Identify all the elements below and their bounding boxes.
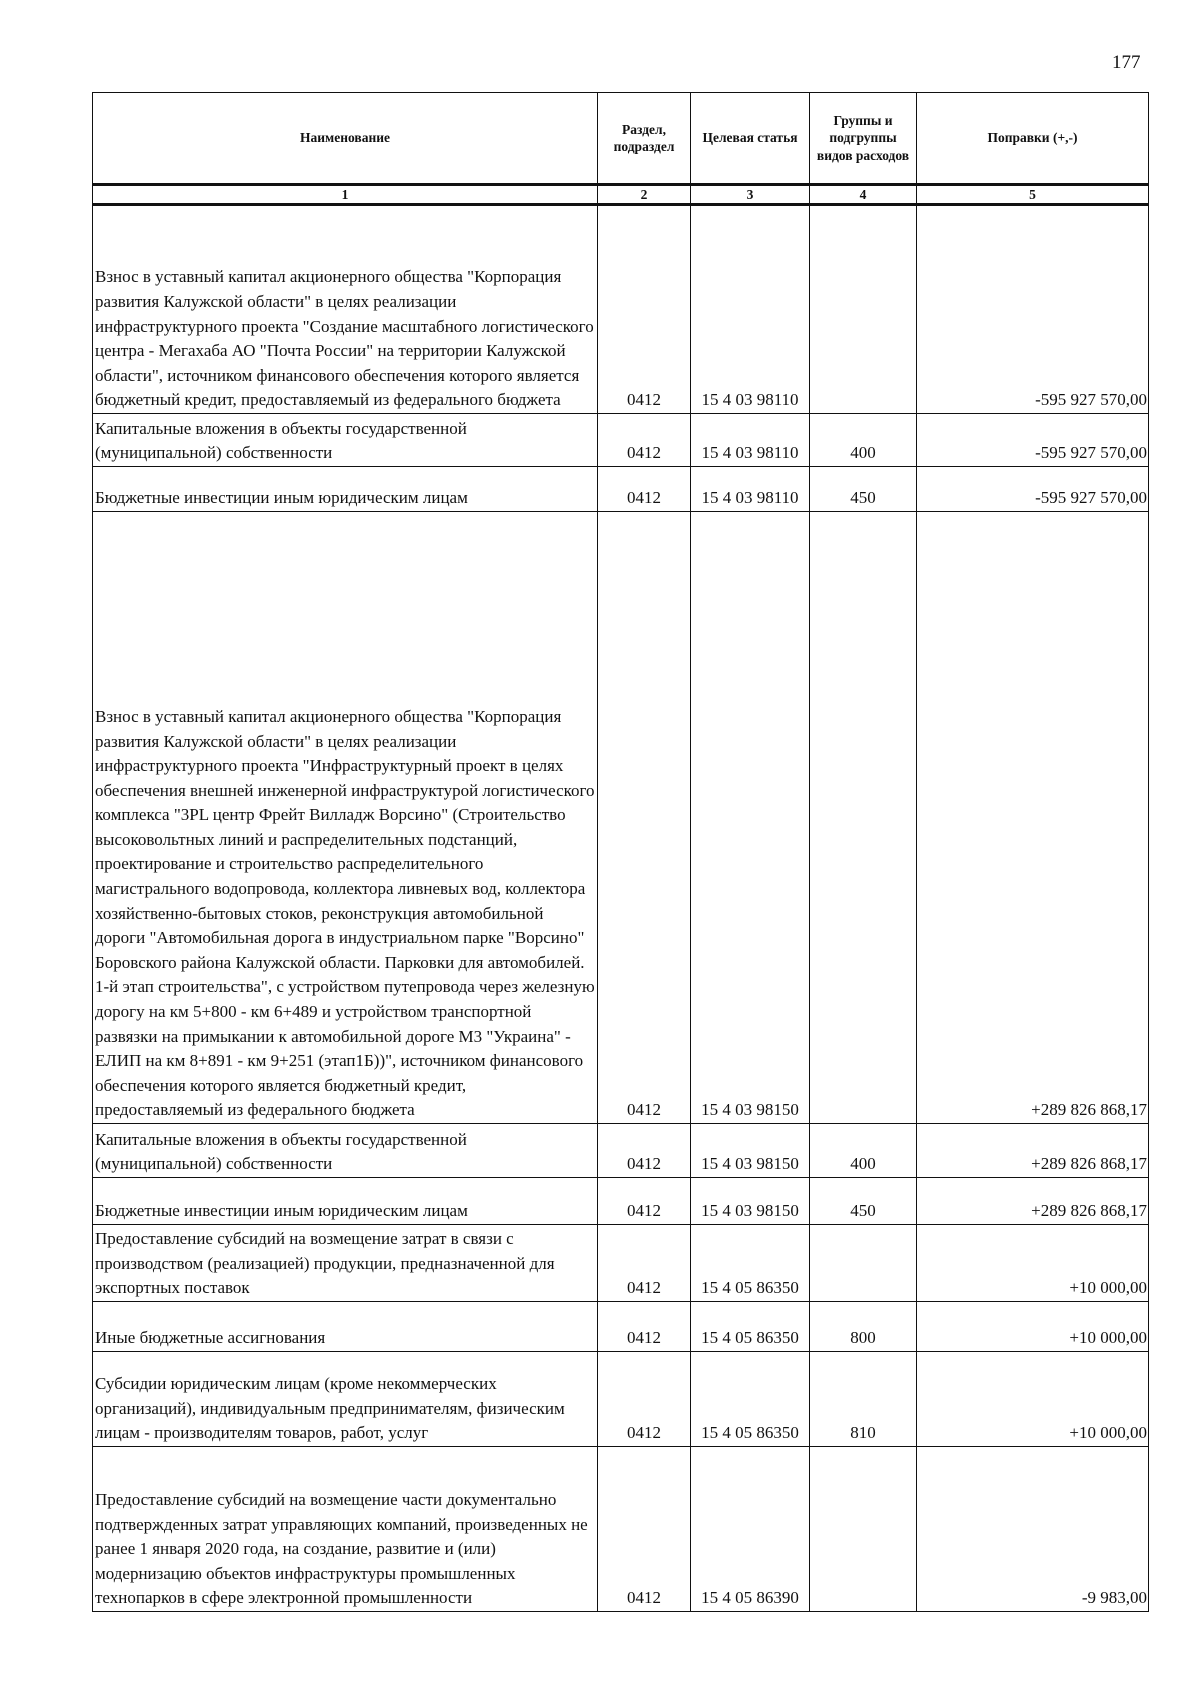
row-section: 0412 bbox=[598, 1225, 691, 1302]
header-amendments: Поправки (+,-) bbox=[917, 93, 1149, 185]
row-target: 15 4 05 86350 bbox=[691, 1225, 810, 1302]
row-target: 15 4 03 98110 bbox=[691, 205, 810, 414]
row-amount: +10 000,00 bbox=[917, 1302, 1149, 1352]
budget-amendments-table bbox=[92, 92, 1149, 1612]
row-name: Иные бюджетные ассигнования bbox=[93, 1302, 598, 1352]
row-amount: -595 927 570,00 bbox=[917, 467, 1149, 512]
row-group: 400 bbox=[810, 1124, 917, 1178]
row-name: Взнос в уставный капитал акционерного общества "Корпорация развития Калужской области" в целях реализации инфраструктурного проекта "Создание масштабного логистического центра - Мегахаба АО "Почта России" на территории Калужской области", источником финансового обеспечения которого является бюджетный кредит, предоставляемый из федерального бюджета bbox=[93, 205, 598, 414]
row-amount: +289 826 868,17 bbox=[917, 512, 1149, 1124]
page-number: 177 bbox=[1112, 52, 1141, 73]
table-row bbox=[93, 1447, 1149, 1612]
row-group: 810 bbox=[810, 1352, 917, 1447]
row-name: Субсидии юридическим лицам (кроме некоммерческих организаций), индивидуальным предпринимателям, физическим лицам - производителям товаров, работ, услуг bbox=[93, 1352, 598, 1447]
column-number-row bbox=[93, 185, 1149, 205]
row-target: 15 4 03 98150 bbox=[691, 1178, 810, 1225]
table-header-row bbox=[93, 93, 1149, 185]
row-name: Бюджетные инвестиции иным юридическим лицам bbox=[93, 467, 598, 512]
header-groups: Группы и подгруппы видов расходов bbox=[810, 93, 917, 185]
header-section: Раздел, подраздел bbox=[598, 93, 691, 185]
row-section: 0412 bbox=[598, 1124, 691, 1178]
table-row bbox=[93, 1352, 1149, 1447]
table-row bbox=[93, 512, 1149, 1124]
row-group bbox=[810, 205, 917, 414]
column-number: 4 bbox=[810, 185, 917, 205]
row-group: 450 bbox=[810, 1178, 917, 1225]
row-section: 0412 bbox=[598, 512, 691, 1124]
column-number: 3 bbox=[691, 185, 810, 205]
row-name: Предоставление субсидий на возмещение части документально подтвержденных затрат управляющих компаний, произведенных не ранее 1 января 2020 года, на создание, развитие и (или) модернизацию объектов инфраструктуры промышленных технопарков в сфере электронной промышленности bbox=[93, 1447, 598, 1612]
row-target: 15 4 05 86390 bbox=[691, 1447, 810, 1612]
row-group: 450 bbox=[810, 467, 917, 512]
table-row bbox=[93, 1178, 1149, 1225]
column-number: 2 bbox=[598, 185, 691, 205]
row-section: 0412 bbox=[598, 467, 691, 512]
row-group bbox=[810, 1225, 917, 1302]
row-section: 0412 bbox=[598, 414, 691, 467]
row-target: 15 4 05 86350 bbox=[691, 1352, 810, 1447]
row-target: 15 4 05 86350 bbox=[691, 1302, 810, 1352]
row-section: 0412 bbox=[598, 1178, 691, 1225]
row-target: 15 4 03 98150 bbox=[691, 512, 810, 1124]
row-amount: +10 000,00 bbox=[917, 1352, 1149, 1447]
row-name: Капитальные вложения в объекты государственной (муниципальной) собственности bbox=[93, 1124, 598, 1178]
row-amount: -9 983,00 bbox=[917, 1447, 1149, 1612]
row-target: 15 4 03 98150 bbox=[691, 1124, 810, 1178]
table-row bbox=[93, 414, 1149, 467]
row-amount: -595 927 570,00 bbox=[917, 205, 1149, 414]
row-name: Бюджетные инвестиции иным юридическим лицам bbox=[93, 1178, 598, 1225]
table-row bbox=[93, 205, 1149, 414]
row-group: 800 bbox=[810, 1302, 917, 1352]
row-amount: +10 000,00 bbox=[917, 1225, 1149, 1302]
header-name: Наименование bbox=[93, 93, 598, 185]
row-amount: -595 927 570,00 bbox=[917, 414, 1149, 467]
row-section: 0412 bbox=[598, 1302, 691, 1352]
row-target: 15 4 03 98110 bbox=[691, 467, 810, 512]
row-name: Предоставление субсидий на возмещение затрат в связи с производством (реализацией) продукции, предназначенной для экспортных поставок bbox=[93, 1225, 598, 1302]
column-number: 1 bbox=[93, 185, 598, 205]
row-target: 15 4 03 98110 bbox=[691, 414, 810, 467]
row-section: 0412 bbox=[598, 1447, 691, 1612]
row-section: 0412 bbox=[598, 205, 691, 414]
table-row bbox=[93, 1302, 1149, 1352]
row-amount: +289 826 868,17 bbox=[917, 1178, 1149, 1225]
row-group bbox=[810, 1447, 917, 1612]
row-name: Взнос в уставный капитал акционерного общества "Корпорация развития Калужской области" в целях реализации инфраструктурного проекта "Инфраструктурный проект в целях обеспечения внешней инженерной инфраструктурой логистического комплекса "3PL центр Фрейт Вилладж Ворсино" (Строительство высоковольтных линий и распределительных подстанций, проектирование и строительство распределительного магистрального водопровода, коллектора ливневых вод, коллектора хозяйственно-бытовых стоков, реконструкция автомобильной дороги "Автомобильная дорога в индустриальном парке "Ворсино" Боровского района Калужской области. Парковки для автомобилей. 1-й этап строительства", с устройством путепровода через железную дорогу на км 5+800 - км 6+489 и устройством транспортной развязки на примыкании к автомобильной дороге М3 "Украина" - ЕЛИП на км 8+891 - км 9+251 (этап1Б))", источником финансового обеспечения которого является бюджетный кредит, предоставляемый из федерального бюджета bbox=[93, 512, 598, 1124]
table-row bbox=[93, 467, 1149, 512]
table-row bbox=[93, 1124, 1149, 1178]
table-row bbox=[93, 1225, 1149, 1302]
header-target: Целевая статья bbox=[691, 93, 810, 185]
row-section: 0412 bbox=[598, 1352, 691, 1447]
row-name: Капитальные вложения в объекты государственной (муниципальной) собственности bbox=[93, 414, 598, 467]
column-number: 5 bbox=[917, 185, 1149, 205]
row-amount: +289 826 868,17 bbox=[917, 1124, 1149, 1178]
row-group bbox=[810, 512, 917, 1124]
row-group: 400 bbox=[810, 414, 917, 467]
